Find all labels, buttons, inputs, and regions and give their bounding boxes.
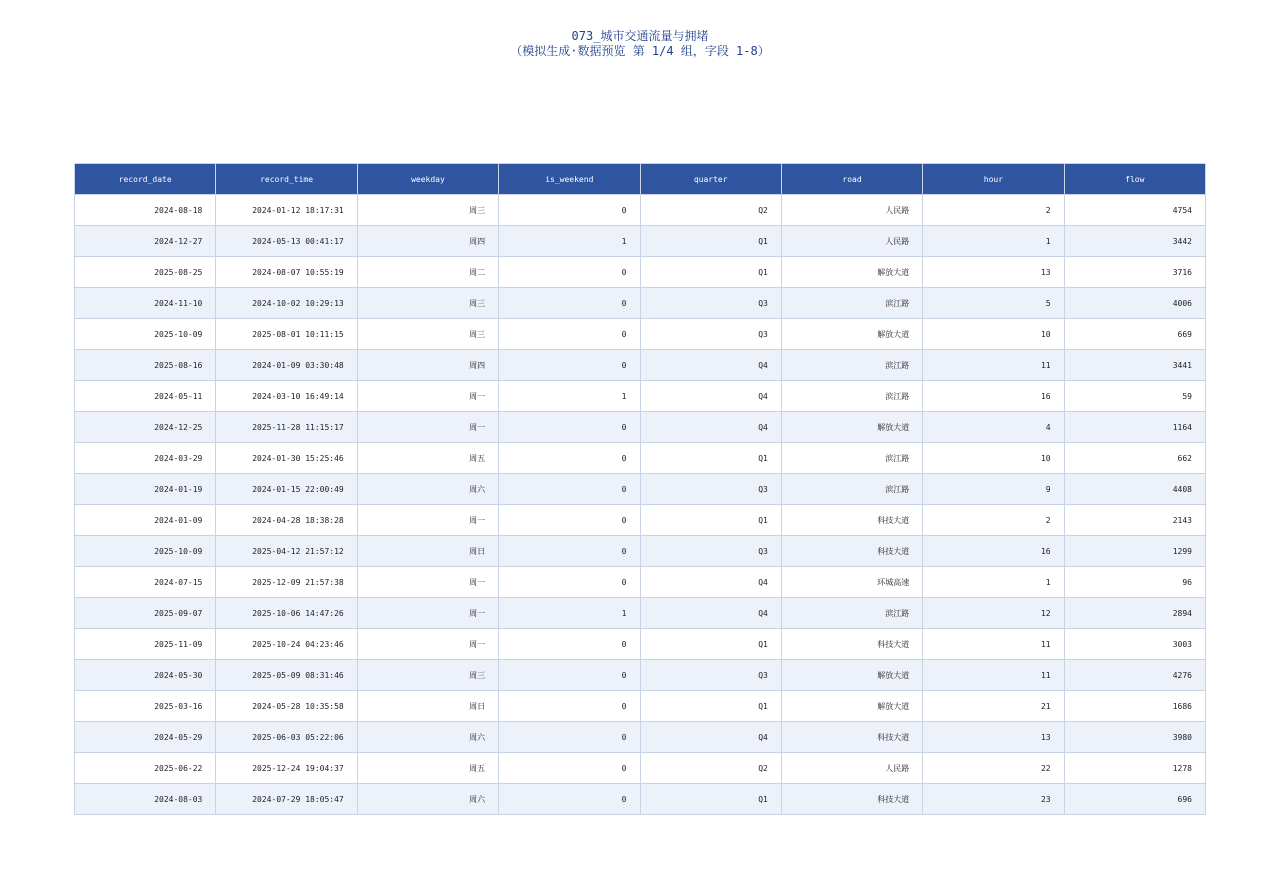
- cell-is-weekend: 0: [499, 629, 640, 660]
- cell-weekday: 周五: [357, 443, 498, 474]
- cell-record-date: 2024-08-18: [75, 195, 216, 226]
- cell-is-weekend: 0: [499, 722, 640, 753]
- cell-weekday: 周一: [357, 505, 498, 536]
- cell-hour: 21: [923, 691, 1064, 722]
- cell-record-time: 2025-06-03 05:22:06: [216, 722, 357, 753]
- column-header-quarter: quarter: [640, 164, 781, 195]
- table-row: [75, 412, 1206, 443]
- cell-flow: 2894: [1064, 598, 1205, 629]
- cell-weekday: 周一: [357, 567, 498, 598]
- cell-flow: 1299: [1064, 536, 1205, 567]
- cell-record-time: 2024-05-28 10:35:58: [216, 691, 357, 722]
- cell-quarter: Q4: [640, 598, 781, 629]
- cell-quarter: Q1: [640, 629, 781, 660]
- table-row: [75, 288, 1206, 319]
- table-row: [75, 722, 1206, 753]
- cell-record-date: 2024-05-11: [75, 381, 216, 412]
- cell-weekday: 周六: [357, 474, 498, 505]
- cell-flow: 4006: [1064, 288, 1205, 319]
- cell-record-date: 2024-12-25: [75, 412, 216, 443]
- cell-weekday: 周一: [357, 598, 498, 629]
- cell-record-time: 2024-01-30 15:25:46: [216, 443, 357, 474]
- cell-hour: 10: [923, 319, 1064, 350]
- table-row: [75, 195, 1206, 226]
- cell-hour: 13: [923, 257, 1064, 288]
- cell-hour: 1: [923, 226, 1064, 257]
- column-header-flow: flow: [1064, 164, 1205, 195]
- cell-record-time: 2024-04-28 18:38:28: [216, 505, 357, 536]
- header-row: [75, 164, 1206, 195]
- cell-record-date: 2025-06-22: [75, 753, 216, 784]
- cell-hour: 11: [923, 350, 1064, 381]
- cell-weekday: 周一: [357, 412, 498, 443]
- cell-quarter: Q4: [640, 412, 781, 443]
- cell-road: 解放大道: [781, 319, 922, 350]
- cell-record-date: 2024-08-03: [75, 784, 216, 815]
- cell-quarter: Q3: [640, 288, 781, 319]
- cell-hour: 16: [923, 381, 1064, 412]
- cell-road: 滨江路: [781, 288, 922, 319]
- cell-record-date: 2024-12-27: [75, 226, 216, 257]
- cell-road: 科技大道: [781, 629, 922, 660]
- cell-quarter: Q4: [640, 350, 781, 381]
- table-row: [75, 753, 1206, 784]
- cell-is-weekend: 0: [499, 195, 640, 226]
- cell-record-date: 2025-08-16: [75, 350, 216, 381]
- cell-quarter: Q2: [640, 753, 781, 784]
- cell-flow: 4276: [1064, 660, 1205, 691]
- cell-road: 科技大道: [781, 722, 922, 753]
- cell-record-date: 2025-10-09: [75, 319, 216, 350]
- cell-weekday: 周四: [357, 350, 498, 381]
- page-subtitle: （模拟生成·数据预览 第 1/4 组，字段 1-8）: [510, 44, 770, 58]
- cell-is-weekend: 0: [499, 474, 640, 505]
- cell-quarter: Q3: [640, 474, 781, 505]
- cell-record-date: 2024-03-29: [75, 443, 216, 474]
- cell-record-date: 2025-03-16: [75, 691, 216, 722]
- cell-record-date: 2024-05-30: [75, 660, 216, 691]
- cell-record-time: 2024-08-07 10:55:19: [216, 257, 357, 288]
- cell-road: 科技大道: [781, 505, 922, 536]
- cell-quarter: Q1: [640, 784, 781, 815]
- cell-quarter: Q1: [640, 691, 781, 722]
- cell-is-weekend: 0: [499, 412, 640, 443]
- cell-flow: 96: [1064, 567, 1205, 598]
- cell-record-time: 2025-12-09 21:57:38: [216, 567, 357, 598]
- cell-hour: 2: [923, 195, 1064, 226]
- cell-record-time: 2025-12-24 19:04:37: [216, 753, 357, 784]
- table-header: [75, 164, 1206, 195]
- cell-hour: 4: [923, 412, 1064, 443]
- cell-weekday: 周一: [357, 381, 498, 412]
- table-body: [75, 195, 1206, 815]
- cell-quarter: Q2: [640, 195, 781, 226]
- cell-record-date: 2025-11-09: [75, 629, 216, 660]
- table-row: [75, 691, 1206, 722]
- cell-hour: 5: [923, 288, 1064, 319]
- table-row: [75, 629, 1206, 660]
- cell-record-date: 2024-05-29: [75, 722, 216, 753]
- cell-quarter: Q4: [640, 567, 781, 598]
- title-block: [0, 29, 1280, 59]
- cell-quarter: Q3: [640, 536, 781, 567]
- cell-is-weekend: 1: [499, 226, 640, 257]
- cell-quarter: Q1: [640, 443, 781, 474]
- cell-road: 解放大道: [781, 412, 922, 443]
- cell-weekday: 周日: [357, 536, 498, 567]
- table-row: [75, 257, 1206, 288]
- cell-flow: 1686: [1064, 691, 1205, 722]
- cell-road: 科技大道: [781, 784, 922, 815]
- table-row: [75, 319, 1206, 350]
- cell-road: 解放大道: [781, 257, 922, 288]
- cell-record-time: 2024-01-15 22:00:49: [216, 474, 357, 505]
- cell-record-date: 2024-01-19: [75, 474, 216, 505]
- cell-is-weekend: 0: [499, 691, 640, 722]
- cell-record-time: 2025-04-12 21:57:12: [216, 536, 357, 567]
- cell-is-weekend: 1: [499, 381, 640, 412]
- cell-record-date: 2024-01-09: [75, 505, 216, 536]
- cell-record-time: 2025-08-01 10:11:15: [216, 319, 357, 350]
- cell-hour: 1: [923, 567, 1064, 598]
- cell-road: 人民路: [781, 195, 922, 226]
- table-row: [75, 226, 1206, 257]
- cell-record-time: 2024-10-02 10:29:13: [216, 288, 357, 319]
- table-row: [75, 505, 1206, 536]
- column-header-record-date: record_date: [75, 164, 216, 195]
- cell-flow: 3442: [1064, 226, 1205, 257]
- cell-is-weekend: 0: [499, 753, 640, 784]
- cell-road: 人民路: [781, 226, 922, 257]
- cell-is-weekend: 0: [499, 319, 640, 350]
- cell-weekday: 周三: [357, 660, 498, 691]
- cell-road: 环城高速: [781, 567, 922, 598]
- table-row: [75, 350, 1206, 381]
- table-row: [75, 567, 1206, 598]
- cell-record-time: 2025-10-06 14:47:26: [216, 598, 357, 629]
- cell-weekday: 周二: [357, 257, 498, 288]
- cell-weekday: 周六: [357, 722, 498, 753]
- column-header-hour: hour: [923, 164, 1064, 195]
- cell-flow: 1164: [1064, 412, 1205, 443]
- table-row: [75, 536, 1206, 567]
- cell-flow: 696: [1064, 784, 1205, 815]
- cell-record-time: 2025-05-09 08:31:46: [216, 660, 357, 691]
- cell-weekday: 周日: [357, 691, 498, 722]
- table-row: [75, 381, 1206, 412]
- cell-record-date: 2024-11-10: [75, 288, 216, 319]
- cell-flow: 3441: [1064, 350, 1205, 381]
- cell-quarter: Q3: [640, 660, 781, 691]
- cell-weekday: 周一: [357, 629, 498, 660]
- cell-road: 滨江路: [781, 474, 922, 505]
- page-title: 073_城市交通流量与拥堵: [571, 29, 709, 43]
- cell-hour: 13: [923, 722, 1064, 753]
- cell-quarter: Q1: [640, 505, 781, 536]
- cell-quarter: Q4: [640, 722, 781, 753]
- cell-flow: 4754: [1064, 195, 1205, 226]
- cell-weekday: 周六: [357, 784, 498, 815]
- table-row: [75, 660, 1206, 691]
- cell-weekday: 周五: [357, 753, 498, 784]
- cell-hour: 11: [923, 629, 1064, 660]
- cell-road: 滨江路: [781, 598, 922, 629]
- cell-flow: 2143: [1064, 505, 1205, 536]
- cell-is-weekend: 0: [499, 257, 640, 288]
- cell-record-time: 2024-07-29 18:05:47: [216, 784, 357, 815]
- table-row: [75, 474, 1206, 505]
- cell-flow: 3716: [1064, 257, 1205, 288]
- cell-road: 科技大道: [781, 536, 922, 567]
- cell-record-time: 2024-01-09 03:30:48: [216, 350, 357, 381]
- cell-quarter: Q3: [640, 319, 781, 350]
- cell-record-date: 2024-07-15: [75, 567, 216, 598]
- cell-is-weekend: 0: [499, 567, 640, 598]
- cell-road: 解放大道: [781, 691, 922, 722]
- cell-quarter: Q1: [640, 226, 781, 257]
- cell-is-weekend: 1: [499, 598, 640, 629]
- cell-flow: 1278: [1064, 753, 1205, 784]
- cell-is-weekend: 0: [499, 660, 640, 691]
- cell-flow: 669: [1064, 319, 1205, 350]
- cell-road: 解放大道: [781, 660, 922, 691]
- cell-weekday: 周三: [357, 319, 498, 350]
- data-table: [74, 163, 1206, 815]
- cell-hour: 2: [923, 505, 1064, 536]
- cell-is-weekend: 0: [499, 536, 640, 567]
- cell-weekday: 周三: [357, 288, 498, 319]
- cell-is-weekend: 0: [499, 288, 640, 319]
- cell-weekday: 周四: [357, 226, 498, 257]
- column-header-is-weekend: is_weekend: [499, 164, 640, 195]
- cell-record-date: 2025-10-09: [75, 536, 216, 567]
- cell-road: 滨江路: [781, 381, 922, 412]
- cell-record-time: 2024-05-13 00:41:17: [216, 226, 357, 257]
- cell-is-weekend: 0: [499, 505, 640, 536]
- cell-quarter: Q4: [640, 381, 781, 412]
- cell-road: 滨江路: [781, 443, 922, 474]
- column-header-record-time: record_time: [216, 164, 357, 195]
- cell-is-weekend: 0: [499, 443, 640, 474]
- table-row: [75, 598, 1206, 629]
- cell-record-date: 2025-08-25: [75, 257, 216, 288]
- table-row: [75, 443, 1206, 474]
- cell-weekday: 周三: [357, 195, 498, 226]
- cell-record-date: 2025-09-07: [75, 598, 216, 629]
- cell-flow: 59: [1064, 381, 1205, 412]
- cell-flow: 3003: [1064, 629, 1205, 660]
- cell-is-weekend: 0: [499, 350, 640, 381]
- cell-hour: 11: [923, 660, 1064, 691]
- cell-flow: 3980: [1064, 722, 1205, 753]
- cell-hour: 9: [923, 474, 1064, 505]
- cell-record-time: 2025-11-28 11:15:17: [216, 412, 357, 443]
- cell-record-time: 2024-01-12 18:17:31: [216, 195, 357, 226]
- cell-road: 人民路: [781, 753, 922, 784]
- cell-hour: 12: [923, 598, 1064, 629]
- cell-hour: 22: [923, 753, 1064, 784]
- table-row: [75, 784, 1206, 815]
- cell-is-weekend: 0: [499, 784, 640, 815]
- column-header-weekday: weekday: [357, 164, 498, 195]
- cell-hour: 10: [923, 443, 1064, 474]
- cell-quarter: Q1: [640, 257, 781, 288]
- cell-flow: 4408: [1064, 474, 1205, 505]
- cell-road: 滨江路: [781, 350, 922, 381]
- cell-hour: 23: [923, 784, 1064, 815]
- cell-record-time: 2024-03-10 16:49:14: [216, 381, 357, 412]
- column-header-road: road: [781, 164, 922, 195]
- cell-flow: 662: [1064, 443, 1205, 474]
- cell-hour: 16: [923, 536, 1064, 567]
- cell-record-time: 2025-10-24 04:23:46: [216, 629, 357, 660]
